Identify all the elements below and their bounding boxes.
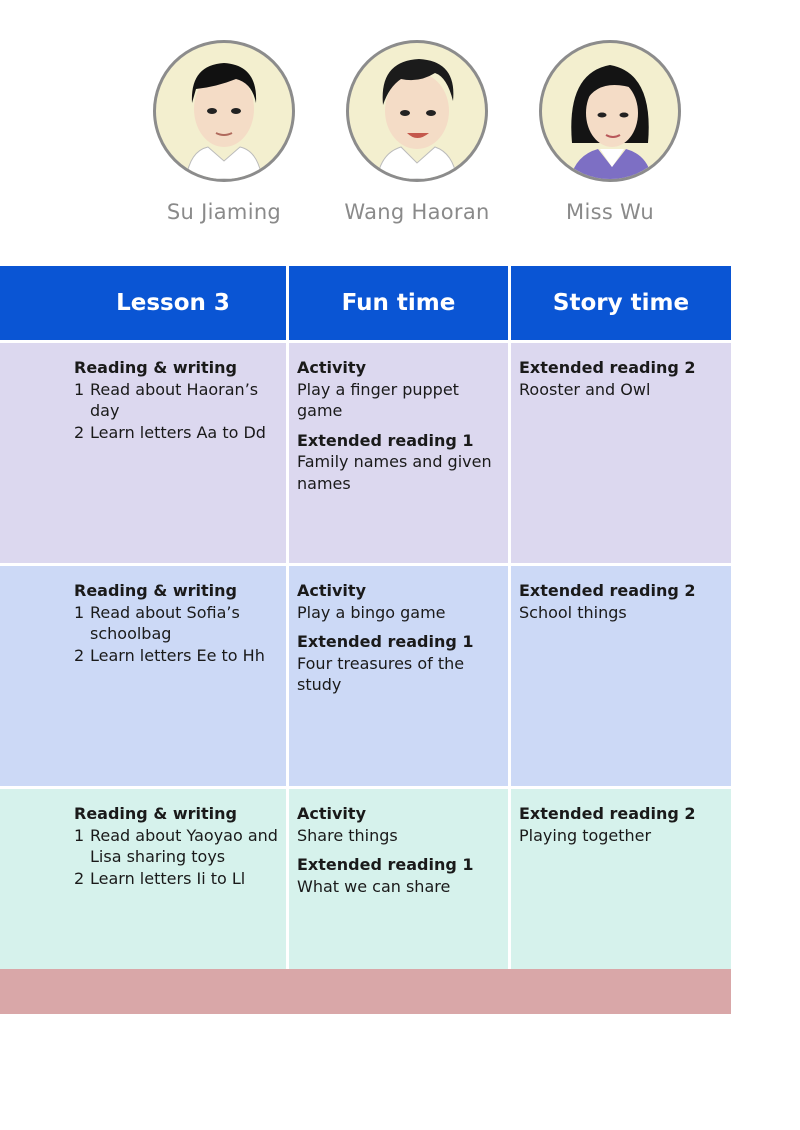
- extended-reading-heading: Extended reading 1: [297, 855, 474, 874]
- story-text: Rooster and Owl: [519, 379, 651, 399]
- boy-avatar-icon: [346, 40, 488, 182]
- teacher-avatar-icon: [539, 40, 681, 182]
- item-number: 1: [74, 602, 85, 622]
- header-lesson: Lesson 3: [0, 266, 286, 343]
- item-text: Learn letters Aa to Dd: [90, 422, 266, 442]
- lesson-item: [74, 868, 278, 890]
- activity-heading: Activity: [297, 581, 366, 600]
- character-miss-wu: [535, 40, 685, 224]
- fun-time-cell: [289, 566, 508, 789]
- character-name: Su Jiaming: [166, 200, 282, 224]
- item-text: Read about Haoran’s day: [90, 379, 259, 420]
- fun-time-cell: [289, 343, 508, 566]
- activity-text: Play a bingo game: [297, 602, 446, 622]
- lesson-item: [74, 645, 278, 667]
- item-text: Read about Sofia’s schoolbag: [90, 602, 240, 643]
- item-number: 1: [74, 825, 85, 845]
- lesson-cell: [0, 566, 286, 789]
- boy-avatar-icon: [153, 40, 295, 182]
- story-time-cell: [511, 566, 731, 789]
- item-number: 2: [74, 422, 85, 442]
- extended-reading-text: Family names and given names: [297, 452, 492, 493]
- table-row: [0, 566, 731, 789]
- extended-reading-text: Four treasures of the study: [297, 653, 465, 694]
- extended-reading-heading: Extended reading 1: [297, 632, 474, 651]
- activity-heading: Activity: [297, 804, 366, 823]
- character-name: Wang Haoran: [344, 200, 490, 224]
- item-text: Learn letters Ee to Hh: [90, 645, 265, 665]
- extended-reading-heading: Extended reading 1: [297, 430, 474, 450]
- character-strip: [0, 0, 800, 240]
- activity-text: Play a finger puppet game: [297, 379, 459, 420]
- character-wang-haoran: [342, 40, 492, 224]
- table-header-row: [0, 266, 731, 343]
- extended-reading-heading: Extended reading 2: [519, 581, 696, 600]
- item-number: 2: [74, 868, 85, 888]
- item-number: 1: [74, 379, 85, 399]
- lesson-item: [74, 602, 278, 645]
- activity-heading: Activity: [297, 358, 366, 377]
- story-text: School things: [519, 602, 627, 622]
- lesson-heading: Reading & writing: [74, 358, 237, 377]
- story-text: Playing together: [519, 825, 652, 845]
- lesson-heading: Reading & writing: [74, 581, 237, 600]
- lesson-item: [74, 825, 278, 868]
- extended-reading-heading: Extended reading 2: [519, 804, 696, 823]
- activity-text: Share things: [297, 825, 398, 845]
- extended-reading-heading: Extended reading 2: [519, 358, 696, 377]
- item-text: Read about Yaoyao and Lisa sharing toys: [90, 825, 278, 866]
- table-row: [0, 343, 731, 566]
- extended-reading-text: What we can share: [297, 876, 451, 896]
- lesson-item: [74, 379, 278, 422]
- lesson-item: [74, 422, 278, 444]
- item-text: Learn letters Ii to Ll: [90, 868, 246, 888]
- footer-band: [0, 969, 731, 1014]
- character-name: Miss Wu: [566, 200, 654, 224]
- story-time-cell: [511, 343, 731, 566]
- item-number: 2: [74, 645, 85, 665]
- header-story-time: Story time: [511, 266, 731, 343]
- lesson-heading: Reading & writing: [74, 804, 237, 823]
- lesson-cell: [0, 343, 286, 566]
- header-fun-time: Fun time: [289, 266, 508, 343]
- character-su-jiaming: [149, 40, 299, 224]
- lesson-schedule-table: [0, 266, 734, 1012]
